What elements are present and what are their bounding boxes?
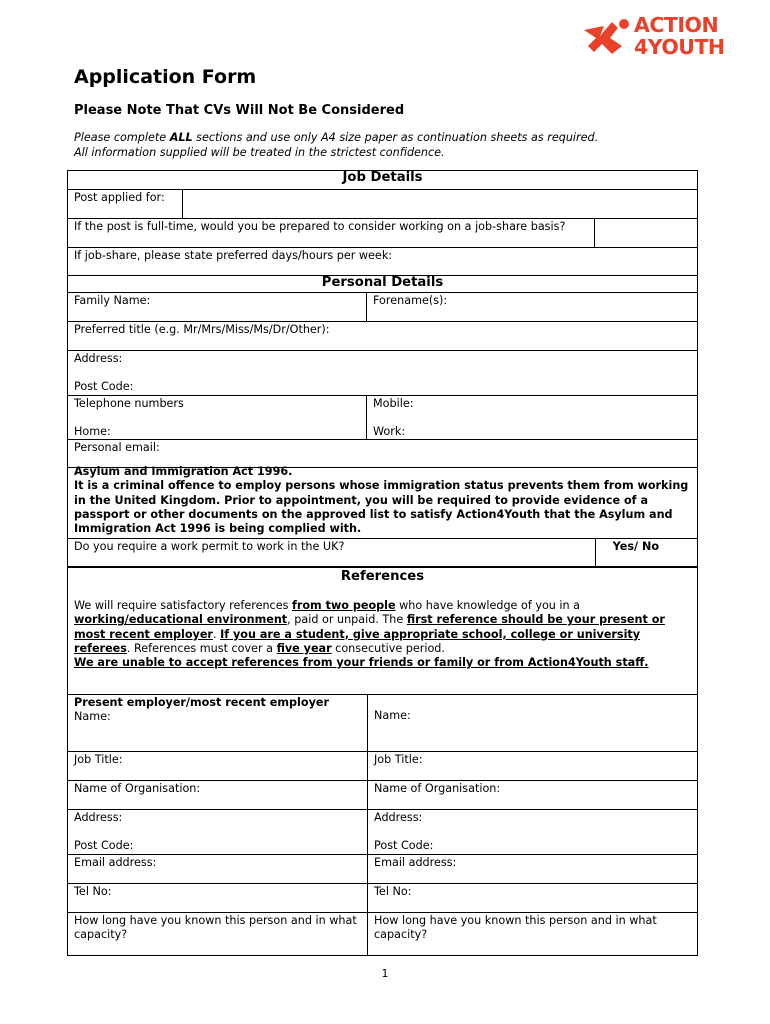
personal-details-heading: Personal Details (68, 276, 698, 293)
ref-text-5b: five year (276, 641, 332, 655)
ref2-email-field[interactable]: Email address: (368, 854, 698, 883)
ref1-address-field[interactable] (68, 810, 368, 855)
runner-figure-icon (582, 16, 632, 56)
ref1-name-field[interactable] (68, 695, 368, 752)
ref2-name-field[interactable]: Name: (368, 695, 698, 752)
ref2-address-field[interactable] (368, 810, 698, 855)
ref2-job-title-field[interactable]: Job Title: (368, 752, 698, 781)
ref2-tel-field[interactable]: Tel No: (368, 883, 698, 912)
mobile-work-field[interactable] (367, 395, 698, 440)
action4youth-logo (582, 14, 752, 60)
job-details-heading: Job Details (68, 171, 698, 190)
family-name-field[interactable]: Family Name: (68, 293, 367, 322)
intro-post: sections and use only A4 size paper as continuation sheets as required. (192, 131, 599, 144)
page-number: 1 (381, 967, 389, 980)
page-title: Application Form (74, 66, 257, 88)
address-label: Address: (74, 352, 123, 365)
ref1-organisation-field[interactable]: Name of Organisation: (68, 781, 368, 810)
ref1-email-field[interactable]: Email address: (68, 854, 368, 883)
ref1-name-label: Name: (74, 710, 111, 724)
post-applied-label: Post applied for: (68, 190, 183, 219)
asylum-text: It is a criminal offence to employ persons whose immigration status prevents them from working in the United Kingdom. Prior to appointment, you will be required to provide evidence of a passport or other documents on the approved list to satisfy Action4Youth that the Asylum and Immigration Act 1996 is being complied with. (74, 479, 689, 536)
ref-text-7: We are unable to accept references from your friends or family or from Action4Youth staff. (74, 656, 649, 670)
work-label: Work: (373, 424, 406, 438)
forenames-field[interactable]: Forename(s): (367, 293, 698, 322)
intro-text (74, 131, 714, 160)
preferred-title-field[interactable]: Preferred title (e.g. Mr/Mrs/Miss/Ms/Dr/Other): (68, 322, 698, 351)
ref2-organisation-field[interactable]: Name of Organisation: (368, 781, 698, 810)
ref2-address-label: Address: (374, 811, 423, 824)
intro-pre: Please complete (74, 131, 170, 144)
ref1-tel-field[interactable]: Tel No: (68, 883, 368, 912)
personal-email-field[interactable]: Personal email: (68, 440, 698, 468)
ref-text-2: who have knowledge of you in a (395, 599, 581, 612)
work-permit-answer[interactable]: Yes/ No (596, 538, 698, 567)
personal-details-table (67, 275, 698, 468)
asylum-table (67, 464, 698, 568)
home-label: Home: (74, 424, 111, 438)
job-details-table (67, 170, 698, 276)
ref-text-4: . (212, 627, 221, 641)
post-code-label: Post Code: (74, 380, 134, 394)
full-time-question: If the post is full-time, would you be prepared to consider working on a job-share basis? (68, 219, 595, 248)
work-permit-question: Do you require a work permit to work in the UK? (68, 538, 596, 567)
ref-text-2b: working/educational environment (74, 613, 288, 627)
full-time-answer-field[interactable] (595, 219, 698, 248)
post-applied-field[interactable] (183, 190, 698, 219)
ref-text-6: consecutive period. (331, 641, 445, 655)
ref1-heading: Present employer/most recent employer (74, 696, 329, 709)
ref-text-1: We will require satisfactory references (74, 599, 292, 612)
ref2-how-long-field[interactable]: How long have you known this person and in what capacity? (368, 912, 698, 955)
ref-text-4b: If you are a student, give appropriate school, college or university referees (74, 627, 641, 655)
ref1-address-label: Address: (74, 811, 123, 824)
references-intro (68, 567, 698, 695)
address-field[interactable] (68, 351, 698, 396)
telephone-label: Telephone numbers (74, 396, 184, 410)
job-share-question[interactable]: If job-share, please state preferred days/hours per week: (68, 248, 698, 276)
references-table (67, 566, 698, 956)
ref-text-1b: from two people (291, 599, 396, 612)
logo-line1: ACTION (634, 13, 719, 37)
references-text (74, 599, 691, 670)
asylum-heading: Asylum and Immigration Act 1996. (74, 465, 293, 478)
ref-text-5: . References must cover a (126, 641, 277, 655)
intro-line2: All information supplied will be treated in the strictest confidence. (74, 145, 445, 159)
logo-line2: 4YOUTH (634, 35, 725, 59)
cv-note: Please Note That CVs Will Not Be Considered (74, 103, 405, 118)
asylum-notice (68, 464, 698, 538)
ref-text-3: , paid or unpaid. The (287, 613, 407, 627)
home-phone-field[interactable] (68, 395, 367, 440)
references-heading: References (340, 569, 425, 584)
mobile-label: Mobile: (373, 396, 414, 410)
intro-bold: ALL (169, 131, 193, 144)
ref1-how-long-field[interactable]: How long have you known this person and in what capacity? (68, 912, 368, 955)
ref1-post-code-label: Post Code: (74, 839, 134, 853)
ref2-post-code-label: Post Code: (374, 839, 434, 853)
ref1-job-title-field[interactable]: Job Title: (68, 752, 368, 781)
ref-text-3b: first reference should be your present or most recent employer (74, 613, 665, 641)
